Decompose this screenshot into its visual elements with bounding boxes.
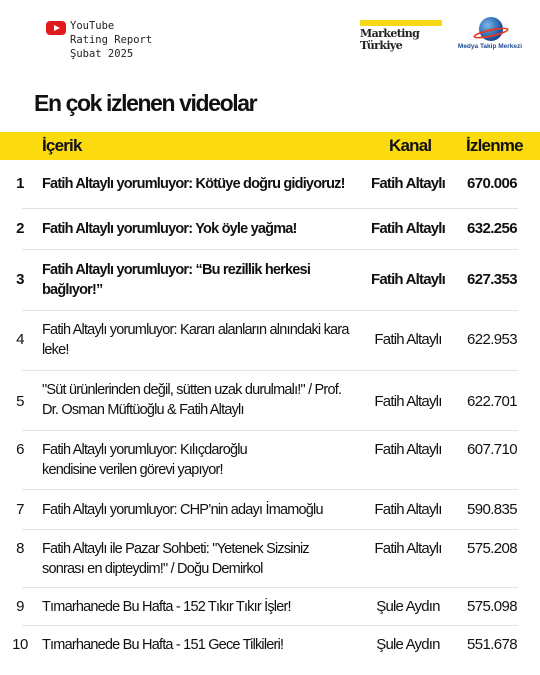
logo-yellow-bar — [360, 20, 442, 26]
row-rank: 7 — [16, 501, 24, 518]
row-title: Fatih Altaylı yorumluyor: CHP’nin adayı İmamoğlu — [42, 502, 323, 518]
row-channel: Fatih Altaylı — [374, 501, 442, 518]
row-title: "Süt ürünlerinden değil, sütten uzak durulmalı!" / Prof. Dr. Osman Müftüoğlu & Fatih Altaylı — [42, 382, 342, 418]
table-row — [0, 371, 540, 431]
report-label — [70, 19, 152, 61]
row-rank: 8 — [16, 540, 24, 557]
row-channel: Fatih Altaylı — [370, 220, 446, 237]
row-views: 632.256 — [466, 220, 518, 237]
row-channel: Fatih Altaylı — [370, 271, 446, 288]
row-rank: 4 — [16, 331, 24, 348]
row-views: 575.208 — [466, 540, 518, 557]
column-header-views: İzlenme — [466, 136, 523, 155]
row-channel: Şule Aydın — [376, 636, 440, 653]
row-title: Tımarhanede Bu Hafta - 152 Tıkır Tıkır İşler! — [42, 599, 291, 615]
row-rank: 3 — [16, 271, 24, 288]
row-channel: Fatih Altaylı — [374, 540, 442, 557]
page-title: En çok izlenen videolar — [34, 90, 257, 116]
row-channel: Fatih Altaylı — [370, 175, 446, 192]
row-title: Fatih Altaylı yorumluyor: Kılıçdaroğlu kendisine verilen görevi yapıyor! — [42, 442, 247, 478]
table-row — [0, 250, 540, 311]
row-views: 575.098 — [466, 598, 518, 615]
row-views: 590.835 — [466, 501, 518, 518]
row-views: 622.953 — [466, 331, 518, 348]
table-row — [0, 530, 540, 588]
column-header-content: İçerik — [42, 136, 82, 155]
table-row — [0, 164, 540, 209]
logo-turkiye-text: Türkiye — [360, 39, 403, 52]
report-period: Şubat 2025 — [70, 48, 134, 60]
report-name: Rating Report — [70, 34, 153, 46]
row-title: Tımarhanede Bu Hafta - 151 Gece Tilkileri! — [42, 637, 284, 653]
report-platform: YouTube — [70, 20, 115, 32]
row-title: Fatih Altaylı yorumluyor: Kötüye doğru gidiyoruz! — [42, 176, 345, 192]
row-rank: 6 — [16, 441, 24, 458]
table-header — [0, 132, 540, 160]
row-rank: 9 — [16, 598, 24, 615]
row-views: 622.701 — [466, 393, 518, 410]
youtube-icon — [46, 21, 66, 35]
medya-takip-merkezi-logo — [455, 16, 525, 60]
row-views: 551.678 — [466, 636, 518, 653]
row-title: Fatih Altaylı yorumluyor: Yok öyle yağma! — [42, 221, 297, 237]
row-channel: Fatih Altaylı — [374, 441, 442, 458]
row-rank: 2 — [16, 220, 24, 237]
row-rank: 1 — [16, 175, 24, 192]
row-title: Fatih Altaylı yorumluyor: “Bu rezillik herkesi bağlıyor!” — [42, 262, 311, 298]
row-views: 627.353 — [466, 271, 518, 288]
table-row — [0, 431, 540, 490]
marketing-turkiye-logo — [360, 20, 442, 54]
row-rank: 5 — [16, 393, 24, 410]
row-views: 607.710 — [466, 441, 518, 458]
row-rank: 10 — [12, 636, 28, 653]
table-row — [0, 311, 540, 371]
row-title: Fatih Altaylı yorumluyor: Kararı alanların alnındaki kara leke! — [42, 322, 349, 358]
logo-marketing-text: Marketing — [360, 27, 420, 40]
table-row — [0, 588, 540, 626]
row-title: Fatih Altaylı ile Pazar Sohbeti: "Yetenek Sizsiniz sonrası en dipteydim!" / Doğu Demirkol — [42, 541, 309, 577]
row-channel: Şule Aydın — [376, 598, 440, 615]
report-header — [0, 0, 540, 80]
logo-mtm-text: Medya Takip Merkezi — [457, 43, 523, 50]
column-header-channel: Kanal — [389, 136, 432, 155]
table-row — [0, 209, 540, 250]
row-views: 670.006 — [466, 175, 518, 192]
row-channel: Fatih Altaylı — [374, 331, 442, 348]
table-row — [0, 490, 540, 530]
table-row — [0, 626, 540, 666]
row-channel: Fatih Altaylı — [374, 393, 442, 410]
